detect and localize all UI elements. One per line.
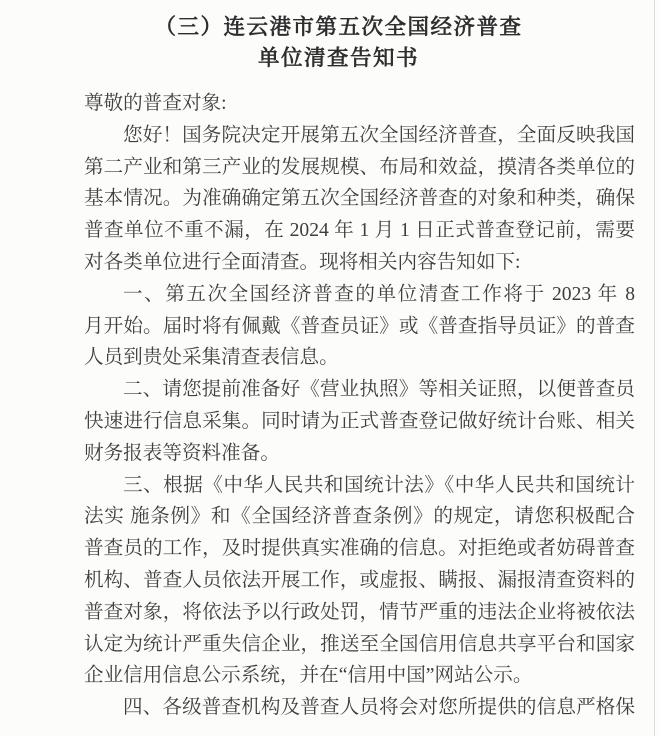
body-line: 快速进行信息采集。同时请为正式普查登记做好统计台账、相关	[84, 410, 635, 432]
title-line-1: （三）连云港市第五次全国经济普查	[154, 15, 523, 39]
body-line: 法实 施条例》和《全国经济普查条例》的规定，请您积极配合	[84, 506, 635, 528]
body-line: 基本情况。为准确确定第五次全国经济普查的对象和种类，确保	[84, 188, 635, 210]
body-line: 二、请您提前准备好《营业执照》等相关证照，以便普查员	[123, 379, 635, 401]
body-line: 企业信用信息公示系统，并在“信用中国”网站公示。	[84, 665, 533, 687]
document-body	[84, 88, 635, 724]
body-line: 普查对象，将依法予以行政处罚，情节严重的违法企业将被依法	[84, 601, 635, 623]
body-line: 机构、普查人员依法开展工作，或虚报、瞒报、漏报清查资料的	[84, 569, 635, 591]
salutation: 尊敬的普查对象:	[84, 93, 227, 114]
body-line: 第二产业和第三产业的发展规模、布局和效益，摸清各类单位的	[84, 156, 635, 178]
body-line: 三、根据《中华人民共和国统计法》《中华人民共和国统计	[123, 474, 635, 496]
body-line: 财务报表等资料准备。	[84, 442, 280, 464]
body-line: 认定为统计严重失信企业，推送至全国信用信息共享平台和国家	[84, 633, 635, 655]
body-line: 四、各级普查机构及普查人员将会对您所提供的信息严格保	[123, 697, 635, 719]
body-line: 月开始。届时将有佩戴《普查员证》或《普查指导员证》的普查	[84, 315, 635, 337]
body-line: 对各类单位进行全面清查。现将相关内容告知如下:	[84, 251, 521, 273]
document-title	[84, 12, 635, 74]
body-line: 人员到贵处采集清查表信息。	[84, 347, 339, 369]
scan-edge-line	[654, 0, 655, 736]
body-line: 一、第五次全国经济普查的单位清查工作将于 2023 年 8	[123, 283, 635, 305]
title-line-2: 单位清查告知书	[257, 46, 419, 70]
body-line: 您好！国务院决定开展第五次全国经济普查，全面反映我国	[123, 124, 635, 146]
body-line: 普查员的工作，及时提供真实准确的信息。对拒绝或者妨碍普查	[84, 538, 635, 560]
body-line: 普查单位不重不漏，在 2024 年 1 月 1 日正式普查登记前，需要	[84, 220, 635, 242]
